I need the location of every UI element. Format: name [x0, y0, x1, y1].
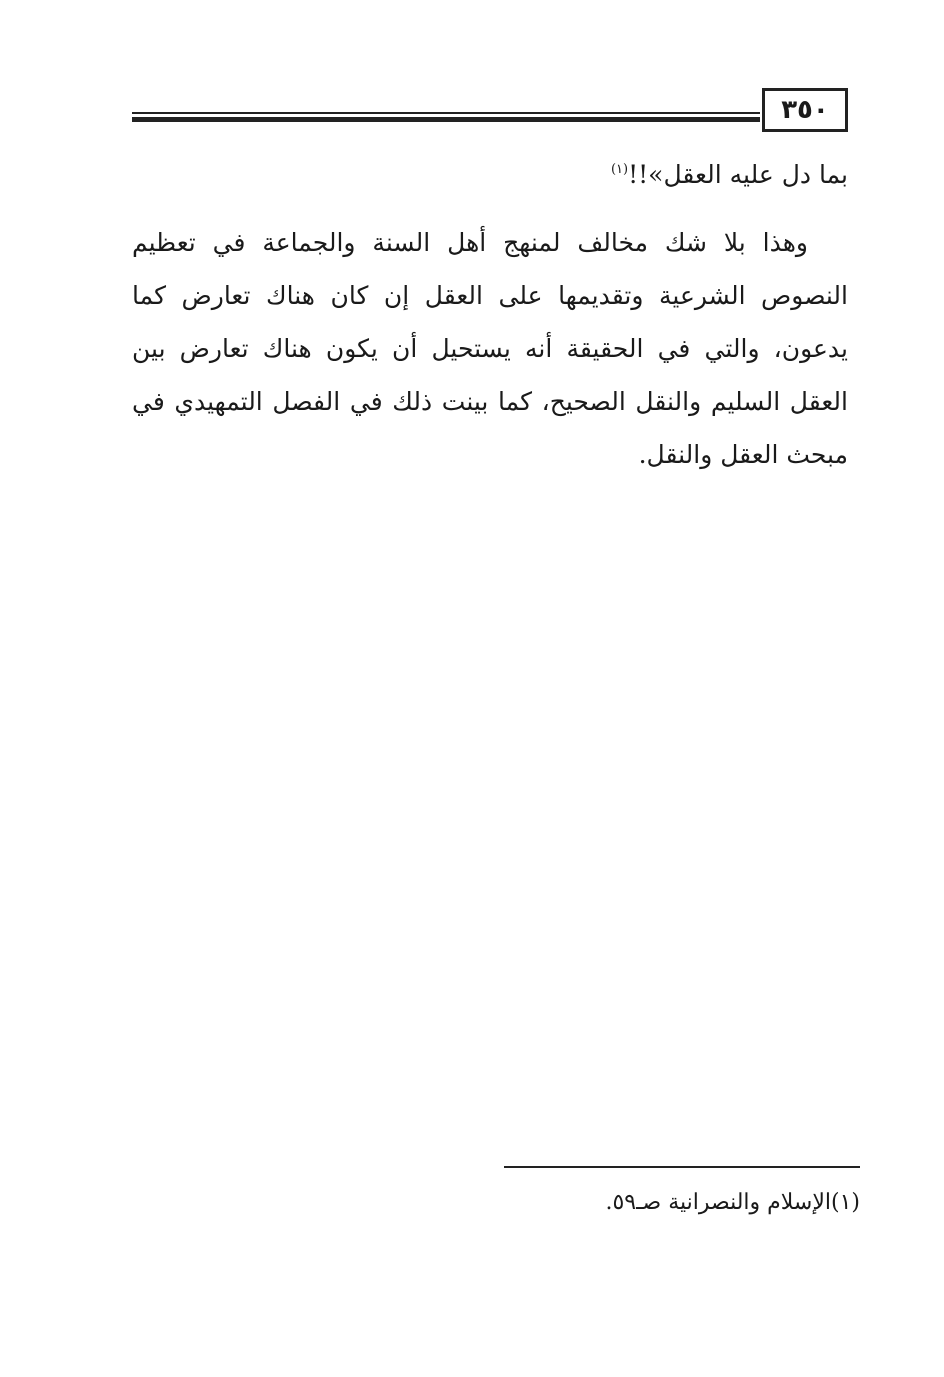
- header-rule-thin: [132, 112, 760, 114]
- page-header: [132, 88, 848, 136]
- footnote-text: (١)الإسلام والنصرانية صـ٥٩.: [605, 1190, 860, 1215]
- footnote-separator: [504, 1166, 860, 1168]
- page-number: ٣٥٠: [781, 95, 829, 125]
- page-number-box: [762, 88, 848, 132]
- main-paragraph: [132, 216, 848, 481]
- paragraph-text: وهذا بلا شك مخالف لمنهج أهل السنة والجماعة في تعظيم النصوص الشرعية وتقديمها على العقل إن كان هناك تعارض كما يدعون، والتي في الحقيقة أنه يستحيل أن يكون هناك تعارض بين العقل السليم والنقل الصحيح، كما بينت ذلك في الفصل التمهيدي في مبحث العقل والنقل.: [132, 228, 848, 469]
- header-rule: [132, 112, 760, 122]
- footnote: [504, 1186, 860, 1220]
- continuation-line: [132, 150, 848, 195]
- continuation-text: بما دل عليه العقل»!!: [628, 160, 848, 189]
- header-rule-thick: [132, 117, 760, 122]
- footnote-reference: (١): [610, 162, 629, 177]
